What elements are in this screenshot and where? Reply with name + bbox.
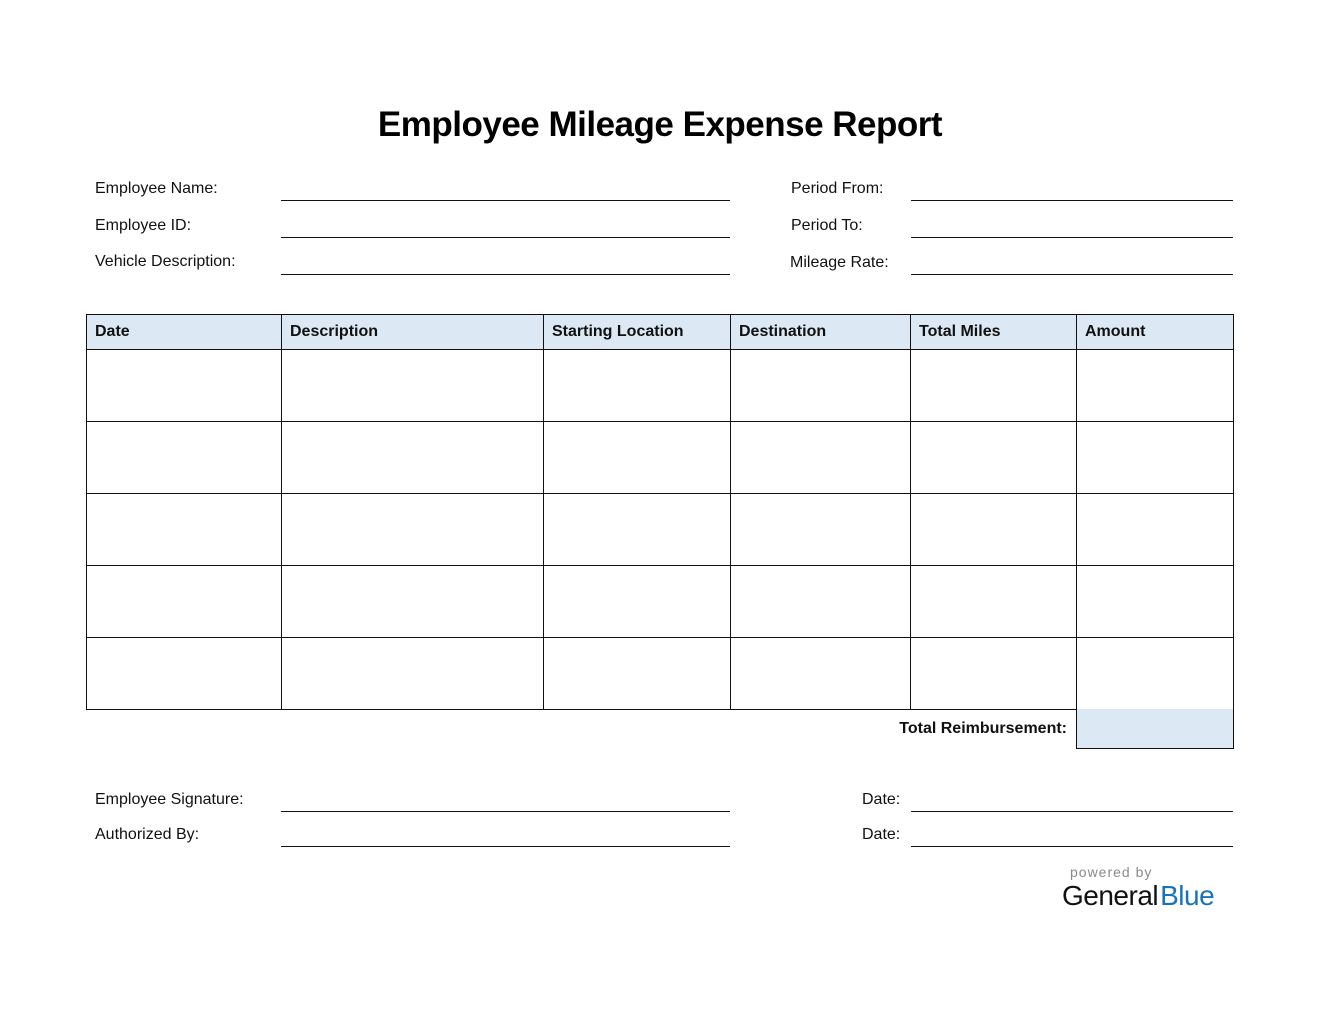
authorization-date-field[interactable] — [911, 846, 1233, 847]
description-cell[interactable] — [282, 350, 544, 422]
destination-cell[interactable] — [731, 566, 911, 638]
employee-name-field[interactable] — [281, 200, 730, 201]
employee-name-label: Employee Name: — [95, 180, 218, 197]
column-header-amount: Amount — [1077, 315, 1234, 350]
signature-date-label: Date: — [862, 791, 901, 808]
table-row — [87, 422, 1234, 494]
column-header-starting-location: Starting Location — [544, 315, 731, 350]
employee-signature-label: Employee Signature: — [95, 791, 244, 808]
report-title: Employee Mileage Expense Report — [377, 105, 943, 144]
table-row — [87, 566, 1234, 638]
description-cell[interactable] — [282, 422, 544, 494]
date-cell[interactable] — [87, 350, 282, 422]
brand-name-general: General — [1062, 880, 1159, 911]
total-miles-cell[interactable] — [911, 566, 1077, 638]
date-cell[interactable] — [87, 566, 282, 638]
starting-location-cell[interactable] — [544, 494, 731, 566]
column-header-description: Description — [282, 315, 544, 350]
date-cell[interactable] — [87, 422, 282, 494]
total-miles-cell[interactable] — [911, 638, 1077, 710]
authorized-by-field[interactable] — [281, 846, 730, 847]
brand-name-blue: Blue — [1160, 880, 1215, 911]
mileage-rate-label: Mileage Rate: — [790, 254, 889, 271]
destination-cell[interactable] — [731, 494, 911, 566]
table-row — [87, 350, 1234, 422]
period-to-field[interactable] — [911, 237, 1233, 238]
description-cell[interactable] — [282, 566, 544, 638]
vehicle-description-label: Vehicle Description: — [95, 253, 236, 270]
table-row — [87, 638, 1234, 710]
amount-cell[interactable] — [1077, 350, 1234, 422]
brand-name — [1062, 880, 1222, 912]
starting-location-cell[interactable] — [544, 566, 731, 638]
amount-cell[interactable] — [1077, 422, 1234, 494]
table-header-row — [87, 315, 1234, 350]
employee-id-label: Employee ID: — [95, 217, 192, 234]
description-cell[interactable] — [282, 494, 544, 566]
date-cell[interactable] — [87, 638, 282, 710]
employee-signature-field[interactable] — [281, 811, 730, 812]
starting-location-cell[interactable] — [544, 638, 731, 710]
authorization-date-label: Date: — [862, 826, 901, 843]
column-header-date: Date — [87, 315, 282, 350]
destination-cell[interactable] — [731, 350, 911, 422]
starting-location-cell[interactable] — [544, 350, 731, 422]
authorized-by-label: Authorized By: — [95, 826, 200, 843]
amount-cell[interactable] — [1077, 638, 1234, 710]
column-header-destination: Destination — [731, 315, 911, 350]
period-to-label: Period To: — [791, 217, 863, 234]
date-cell[interactable] — [87, 494, 282, 566]
period-from-label: Period From: — [791, 180, 884, 197]
signature-date-field[interactable] — [911, 811, 1233, 812]
mileage-rate-field[interactable] — [911, 274, 1233, 275]
total-miles-cell[interactable] — [911, 494, 1077, 566]
total-miles-cell[interactable] — [911, 350, 1077, 422]
column-header-total-miles: Total Miles — [911, 315, 1077, 350]
powered-by-text: powered by — [1070, 864, 1153, 880]
destination-cell[interactable] — [731, 422, 911, 494]
starting-location-cell[interactable] — [544, 422, 731, 494]
description-cell[interactable] — [282, 638, 544, 710]
employee-id-field[interactable] — [281, 237, 730, 238]
amount-cell[interactable] — [1077, 566, 1234, 638]
amount-cell[interactable] — [1077, 494, 1234, 566]
total-reimbursement-label: Total Reimbursement: — [899, 720, 1067, 737]
total-reimbursement-field[interactable] — [1076, 709, 1234, 749]
period-from-field[interactable] — [911, 200, 1233, 201]
destination-cell[interactable] — [731, 638, 911, 710]
total-miles-cell[interactable] — [911, 422, 1077, 494]
table-row — [87, 494, 1234, 566]
mileage-log-table — [86, 314, 1234, 710]
vehicle-description-field[interactable] — [281, 274, 730, 275]
generalblue-logo — [1062, 864, 1222, 912]
